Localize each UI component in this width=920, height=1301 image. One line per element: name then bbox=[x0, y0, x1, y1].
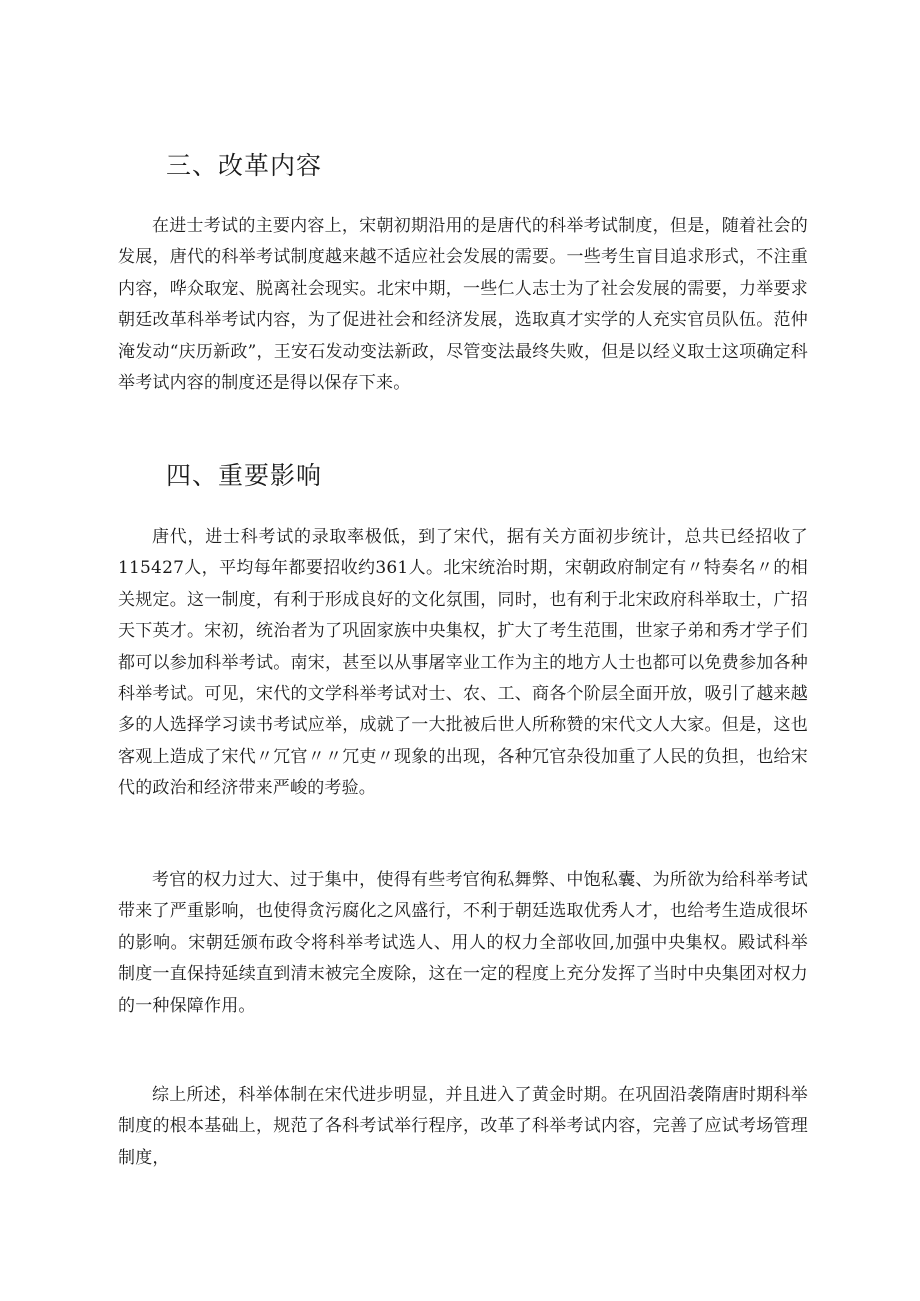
paragraph-impact-3: 综上所述，科举体制在宋代进步明显，并且进入了黄金时期。在巩固沿袭隋唐时期科举制度的根本基础上，规范了各科考试举行程序，改革了科举考试内容，完善了应试考场管理制度， bbox=[118, 1085, 808, 1168]
paragraph-impact-1: 唐代，进士科考试的录取率极低，到了宋代，据有关方面初步统计，总共已经招收了115427人，平均每年都要招收约361人。北宋统治时期，宋朝政府制定有〃特奏名〃的相关规定。这一制度，有利于形成良好的文化氛围，同时，也有利于北宋政府科举取士，广招天下英才。宋初，统治者为了巩固家族中央集权，扩大了考生范围，世家子弟和秀才学子们都可以参加科举考试。南宋，甚至以从事屠宰业工作为主的地方人士也都可以免费参加各种科举考试。可见，宋代的文学科举考试对士、农、工、商各个阶层全面开放，吸引了越来越多的人选择学习读书考试应举，成就了一大批被后世人所称赞的宋代文人大家。但是，这也客观上造成了宋代〃冗官〃〃冗吏〃现象的出现，各种冗官杂役加重了人民的负担，也给宋代的政治和经济带来严峻的考验。 bbox=[118, 527, 808, 799]
paragraph-impact-2: 考官的权力过大、过于集中，使得有些考官徇私舞弊、中饱私囊、为所欲为给科举考试带来了严重影响，也使得贪污腐化之风盛行，不利于朝廷选取优秀人才，也给考生造成很坏的影响。宋朝廷颁布政令将科举考试选人、用人的权力全部收回,加强中央集权。殿试科举制度一直保持延续直到清末被完全废除，这在一定的程度上充分发挥了当时中央集团对权力的一种保障作用。 bbox=[118, 870, 808, 1016]
paragraph-reform-content: 在进士考试的主要内容上，宋朝初期沿用的是唐代的科举考试制度，但是，随着社会的发展，唐代的科举考试制度越来越不适应社会发展的需要。一些考生盲目追求形式，不注重内容，哗众取宠、脱离社会现实。北宋中期，一些仁人志士为了社会发展的需要，力举要求朝廷改革科举考试内容，为了促进社会和经济发展，选取真才实学的人充实官员队伍。范仲淹发动“庆历新政”，王安石发动变法新政，尽管变法最终失败，但是以经义取士这项确定科举考试内容的制度还是得以保存下来。 bbox=[118, 216, 808, 394]
section-heading-reform: 三、改革内容 bbox=[166, 151, 323, 180]
section-heading-impact: 四、重要影响 bbox=[166, 461, 323, 490]
